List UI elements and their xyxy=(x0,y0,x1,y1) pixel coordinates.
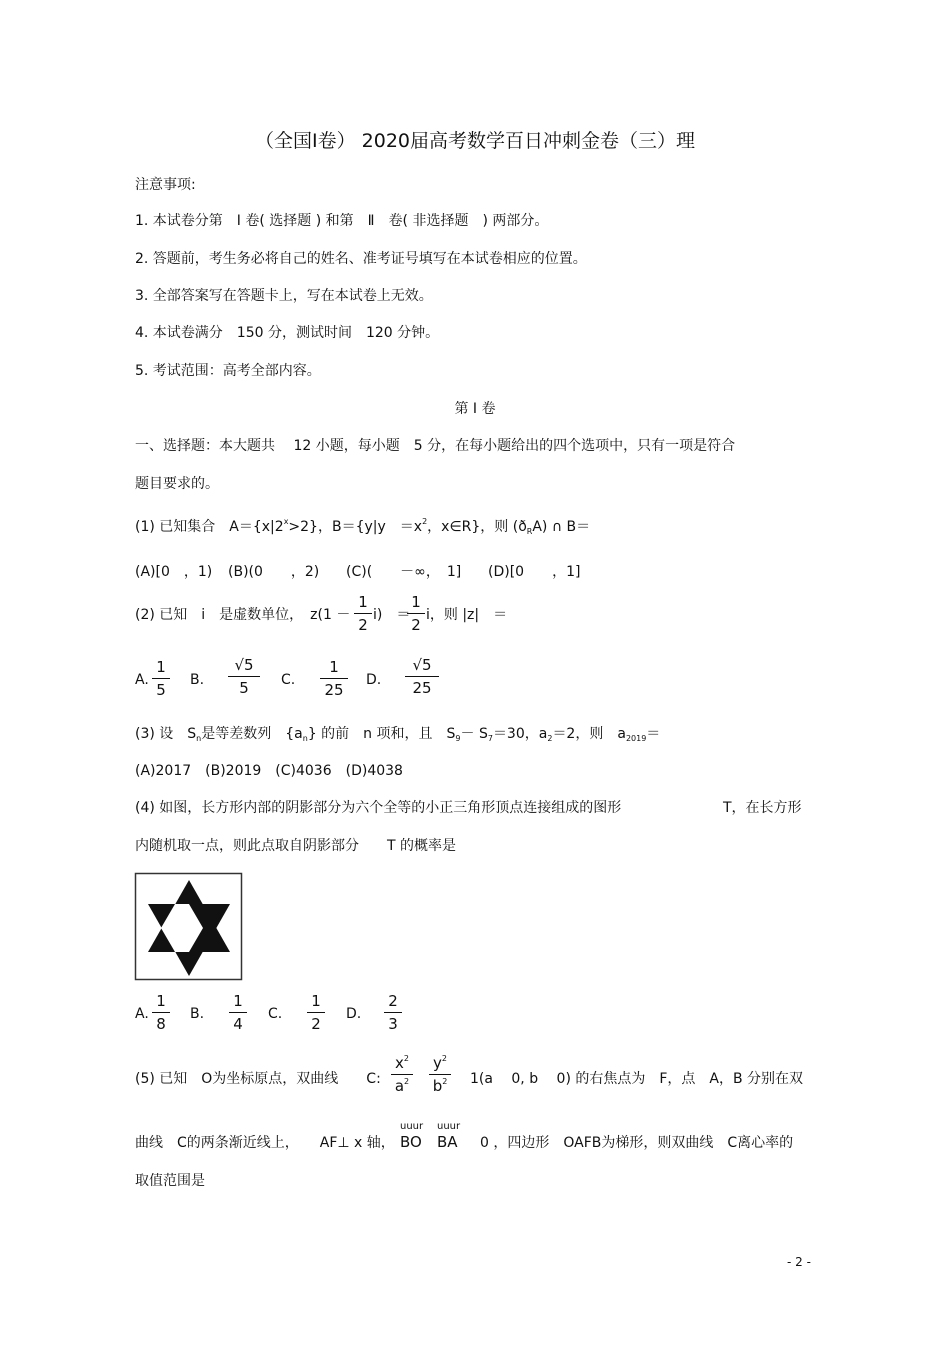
page-number: - 2 - xyxy=(787,1255,811,1269)
notice-item: 5. 考试范围：高考全部内容。 xyxy=(135,363,321,379)
question-5-stem-tail: 1(a 0, b 0) 的右焦点为 F，点 A，B 分别在双 xyxy=(470,1071,804,1087)
question-4-option-d-value: $\frac{2}{3}$ xyxy=(384,994,402,1032)
question-4-option-a-letter: A. xyxy=(135,1006,149,1022)
question-4-option-c-letter: C. xyxy=(268,1006,283,1022)
section-title: 第 Ⅰ 卷 xyxy=(454,401,496,417)
question-5-line-3: 取值范围是 xyxy=(135,1173,205,1189)
fraction-y-over-b: $\frac{y^2}{b^2}$ xyxy=(429,1056,451,1094)
question-4-option-b-letter: B. xyxy=(190,1006,205,1022)
question-2-option-d-letter: D. xyxy=(366,672,382,688)
instructions-line-1: 一、选择题：本大题共 12 小题，每小题 5 分，在每小题给出的四个选项中，只有一项是符合 xyxy=(135,438,736,454)
question-5-line-2-tail: 0 ，四边形 OAFB为梯形，则双曲线 C离心率的 xyxy=(480,1135,794,1151)
notice-item: 3. 全部答案写在答题卡上，写在本试卷上无效。 xyxy=(135,288,433,304)
notice-item: 4. 本试卷满分 150 分，测试时间 120 分钟。 xyxy=(135,325,440,341)
instructions-line-2: 题目要求的。 xyxy=(135,476,219,492)
vector-ba: BA xyxy=(437,1133,458,1151)
question-5-prefix: (5) 已知 O为坐标原点，双曲线 C: xyxy=(135,1071,381,1087)
question-3-stem: (3) 设 $S_n$是等差数列 $\{a_n\}$ 的前 n 项和，且 $S_9- S_7=30$，$a_2=2$，则 $a_{2019}=$ xyxy=(135,726,661,743)
fraction: $\frac{1}{2}$ xyxy=(354,595,372,633)
question-4-option-d-letter: D. xyxy=(346,1006,362,1022)
question-4-line-2: 内随机取一点，则此点取自阴影部分 T 的概率是 xyxy=(135,838,457,854)
question-1-option-b: (B)(0 ，2) xyxy=(228,564,320,580)
question-2-option-a-letter: A. xyxy=(135,672,149,688)
question-5-line-2: 曲线 C的两条渐近线上， AF⊥ x 轴， xyxy=(135,1135,395,1151)
question-1-option-d: (D)[0 ，1] xyxy=(488,564,581,580)
question-4-option-c-value: $\frac{1}{2}$ xyxy=(307,994,325,1032)
notice-item: 2. 答题前，考生务必将自己的姓名、准考证号填写在本试卷相应的位置。 xyxy=(135,251,587,267)
question-4-line-1-tail: T，在长方形 xyxy=(723,800,802,816)
hexagram-figure xyxy=(134,872,244,982)
vector-bo: BO xyxy=(400,1133,422,1151)
fraction-x-over-a: $\frac{x^2}{a^2}$ xyxy=(391,1056,413,1094)
question-2-option-d-value: $\frac{√5}{25}$ xyxy=(405,658,439,696)
question-2-middle: i) ＝ xyxy=(373,607,411,623)
question-4-option-a-value: $\frac{1}{8}$ xyxy=(152,994,170,1032)
question-1-option-a: (A)[0 ，1) xyxy=(135,564,213,580)
complement-symbol: ð xyxy=(518,519,527,535)
question-2-option-b-value: $\frac{√5}{5}$ xyxy=(228,658,260,696)
question-3-options: (A)2017 (B)2019 (C)4036 (D)4038 xyxy=(135,763,403,779)
vector-arrow-mark: uuur xyxy=(400,1121,424,1132)
question-4-line-1: (4) 如图，长方形内部的阴影部分为六个全等的小正三角形顶点连接组成的图形 xyxy=(135,800,622,816)
question-4-option-b-value: $\frac{1}{4}$ xyxy=(229,994,247,1032)
notice-item: 1. 本试卷分第 Ⅰ 卷( 选择题 ) 和第 Ⅱ 卷( 非选择题 ) 两部分。 xyxy=(135,213,549,229)
fraction: $\frac{1}{2}$ xyxy=(407,595,425,633)
document-title: （全国Ⅰ卷） 2020届高考数学百日冲刺金卷（三）理 xyxy=(255,130,695,152)
question-2-option-a-value: $\frac{1}{5}$ xyxy=(152,660,170,698)
notice-heading: 注意事项: xyxy=(135,177,196,193)
question-1-stem: (1) 已知集合 $A=\{x|2^x>2\}$，B＝{y|y $=x^2$，x∈R}，则 $(ð_RA)$ ∩ B＝ xyxy=(135,517,591,536)
question-2-option-c-letter: C. xyxy=(281,672,296,688)
question-2-suffix: i，则 |z| ＝ xyxy=(426,607,508,623)
vector-arrow-mark: uuur xyxy=(437,1121,461,1132)
question-2-option-b-letter: B. xyxy=(190,672,205,688)
question-2-option-c-value: $\frac{1}{25}$ xyxy=(320,660,348,698)
question-2-prefix: (2) 已知 i 是虚数单位， z(1 － xyxy=(135,607,351,623)
question-1-option-c: (C)( －∞， 1] xyxy=(346,564,462,580)
